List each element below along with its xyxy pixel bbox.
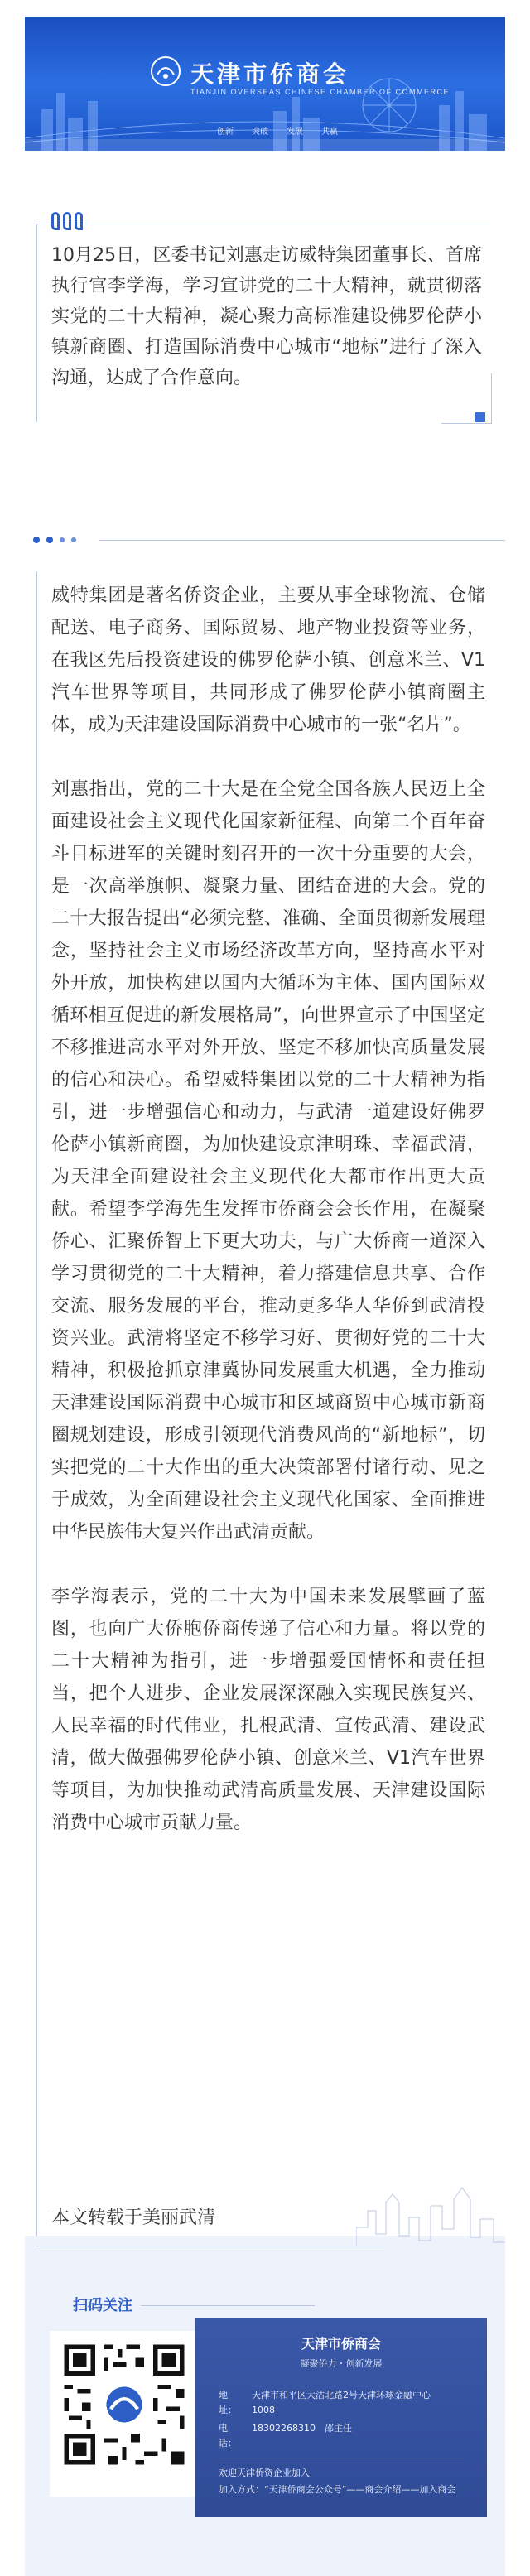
quote-icon	[51, 212, 83, 230]
join-value: “天津侨商会公众号”——商会介绍——加入商会	[264, 2484, 456, 2495]
body-paragraph: 刘惠指出，党的二十大是在全党全国各族人民迈上全面建设社会主义现代化国家新征程、向第二个百年奋斗目标进军的关键时刻召开的一次十分重要的大会，是一次高举旗帜、凝聚力量、团结奋进的大会。党的二十大报告提出“必须完整、准确、全面贯彻新发展理念，坚持社会主义市场经济改革方向，坚持高水平对外开放，加快构建以国内大循环为主体、国内国际双循环相互促进的新发展格局”，向世界宣示了中国坚定不移推进高水平对外开放、坚定不移加快高质量发展的信心和决心。希望威特集团以党的二十大精神为指引，进一步增强信心和动力，与武清一道建设好佛罗伦萨小镇新商圈，为加快建设京津明珠、幸福武清，为天津全面建设社会主义现代化大都市作出更大贡献。希望李学海先生发挥市侨商会会长作用，在凝聚侨心、汇聚侨智上下更大功夫，与广大侨商一道深入学习贯彻党的二十大精神，着力搭建信息共享、合作交流、服务发展的平台，推动更多华人华侨到武清投资兴业。武清将坚定不移学习好、贯彻好党的二十大精神，积极抢抓京津冀协同发展重大机遇，全力推动天津建设国际消费中心城市和区域商贸中心城市新商圈规划建设，形成引领现代消费风尚的“新地标”，切实把党的二十大作出的重大决策部署付诸行动、见之于成效，为全面建设社会主义现代化国家、全面推进中华民族伟大复兴作出武清贡献。	[51, 779, 485, 1543]
banner-subtitle: TIANJIN OVERSEAS CHINESE CHAMBER OF COMMERCE	[190, 88, 450, 96]
org-name: 天津市侨商会	[301, 2336, 381, 2352]
banner-tags	[217, 124, 338, 137]
banner-tag: 共赢	[321, 128, 338, 137]
corner-square-icon	[475, 412, 485, 422]
body-paragraph: 李学海表示，党的二十大为中国未来发展擘画了蓝图，也向广大侨胞侨商传递了信心和力量。将以党的二十大精神为指引，进一步增强爱国情怀和责任担当，把个人进步、企业发展深深融入实现民族复兴、人民幸福的时代伟业，扎根武清、宣传武清、建设武清，做大做强佛罗伦萨小镇、创意米兰、V1汽车世界等项目，为加快推动武清高质量发展、天津建设国际消费中心城市贡献力量。	[51, 1587, 485, 1833]
banner-tag: 突破	[252, 128, 268, 137]
scan-follow-label: 扫码关注	[73, 2297, 132, 2314]
article-body	[51, 580, 485, 1839]
banner-title: 天津市侨商会	[190, 60, 350, 88]
address-label: 地 址：	[219, 2390, 237, 2415]
org-slogan: 凝聚侨力・创新发展	[300, 2358, 383, 2369]
qr-code-icon[interactable]	[60, 2340, 189, 2469]
header-banner	[25, 17, 505, 151]
address-row	[219, 2388, 450, 2418]
section-divider	[25, 537, 505, 545]
body-paragraph: 威特集团是著名侨资企业，主要从事全球物流、仓储配送、电子商务、国际贸易、地产物业投资等业务，在我区先后投资建设的佛罗伦萨小镇、创意米兰、V1汽车世界等项目，共同形成了佛罗伦萨小镇商圈主体，成为天津建设国际消费中心城市的一张“名片”。	[51, 585, 485, 735]
banner-tag: 创新	[217, 128, 234, 137]
phone-label: 电 话：	[219, 2423, 237, 2448]
city-outline-illustration	[356, 2169, 505, 2246]
join-row	[219, 2482, 455, 2497]
phone-value[interactable]: 18302268310 邵主任	[252, 2423, 352, 2434]
banner-tag: 发展	[287, 128, 303, 137]
source-note: 本文转载于美丽武清	[51, 2208, 216, 2228]
phone-row	[219, 2421, 450, 2451]
contact-card	[195, 2318, 487, 2517]
dots-icon	[33, 537, 76, 543]
chamber-logo-icon	[149, 55, 182, 88]
intro-text: 10月25日，区委书记刘惠走访威特集团董事长、首席执行官李学海，学习宣讲党的二十大精神，就贯彻落实党的二十大精神，凝心聚力高标准建设佛罗伦萨小镇新商圈、打造国际消费中心城市“地标”进行了深入沟通，达成了合作意向。	[51, 245, 482, 388]
address-value: 天津市和平区大沽北路2号天津环球金融中心1008	[252, 2390, 431, 2415]
scan-rule	[141, 2305, 315, 2306]
welcome-text: 欢迎天津侨资企业加入	[219, 2468, 310, 2478]
join-label: 加入方式：	[219, 2484, 264, 2495]
